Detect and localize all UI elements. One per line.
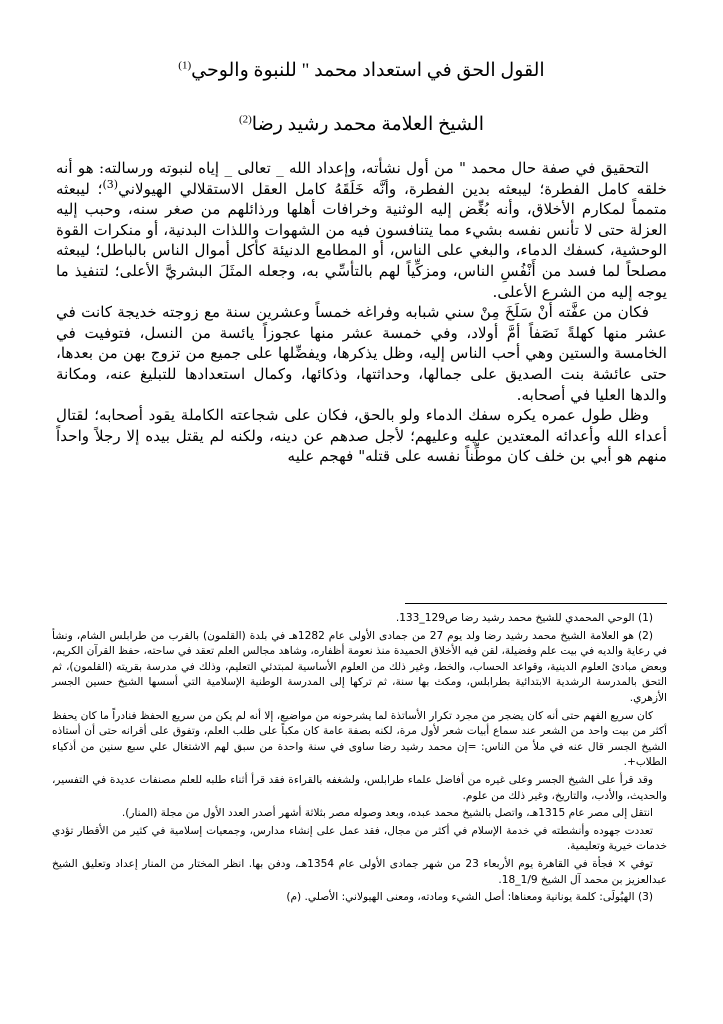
footnote-separator bbox=[405, 603, 667, 604]
body-text bbox=[56, 158, 667, 467]
paragraph-1-part-b: ؛ ليبعثه متمماً لمكارم الأخلاق، وأنه بُغِّض إليه الوثنية وخرافات أهلها ورذائلهم من صغر سنه، وحبب إليه العزلة حتى لا تأنس نفسه بشيء مما يتنافسون فيه من الشهوات واللذات البدنية، أو منكرات القوة الوحشية، كسفك الدماء، والبغي على الناس، أو المطامع الدنيئة كأكل أموال الناس بالباطل؛ ليبعثه مصلحاً لما فسد من أَنْفُسِ الناس، ومزكِّياً لهم بالتأسِّي به، وجعله المثَلَ البشريَّ الأعلى؛ لتنفيذ ما يوجه إليه من الشرع الأعلى. bbox=[56, 179, 667, 301]
footnote-2: (2) هو العلامة الشيخ محمد رشيد رضا ولد يوم 27 من جمادى الأولى عام 1282هـ في بلدة (القلمون) بالقرب من طرابلس الشام، ونشأ في رعاية والديه في بيت علم وفضيلة، لقن فيه الأخلاق الحميدة منذ نعومة أظفاره، وشاهد مجالس العلم تعقد في ساحته، حفظ القرآن الكريم، وبعض مبادئ العلوم الدينية، وقواعد الحساب، والخط، وغير ذلك من العلوم الأساسية لمبتدئي التعليم، وذلك في مدرسة بقريته (القلمون)، ثم التحق بالمدرسة الرشدية الابتدائية بطرابلس، ومكث بها سنة، ثم تركها إلى المدرسة الوطنية الإسلامية التي أسسها الشيخ حسين الجسر الأزهري. bbox=[52, 629, 667, 704]
footnote-3: (3) الهيُولَى: كلمة يونانية ومعناها: أصل الشيء ومادته، ومعنى الهيولاني: الأصلي. (م) bbox=[286, 891, 653, 904]
paragraph-1-part-a: التحقيق في صفة حال محمد " من أول نشأته، وإعداد الله _ تعالى _ إياه لنبوته ورسالته: هو أنه خلقه كامل الفطرة؛ ليبعثه بدين الفطرة، وأنَّه خَلَقَهُ كامل العقل الاستقلالي الهيولاني bbox=[56, 159, 667, 198]
footnotes bbox=[52, 611, 667, 908]
footnote-2-cont: وقد قرأ على الشيخ الجسر وعلى غيره من أفاضل علماء طرابلس، ولشغفه بالقراءة فقد قرأ أثناء طلبه للعلم مصنفات عديدة في التفسير، والحديث، والأدب، والتاريخ، وغير ذلك من علوم. bbox=[52, 773, 667, 802]
page-title bbox=[60, 58, 663, 84]
footnote-2-cont: تعددت جهوده وأنشطته في خدمة الإسلام في أكثر من مجال، فقد عمل على إنشاء مدارس، وجمعيات إسلامية في كثير من الأقطار تؤدي خدمات خيرية وتعليمية. bbox=[52, 824, 667, 853]
author-footnote-ref: (2) bbox=[238, 113, 252, 126]
paragraph-3: وظل طول عمره يكره سفك الدماء ولو بالحق، فكان على شجاعته الكاملة يقود أصحابه؛ لقتال أعداء الله وأعدائه المعتدين عليه وعليهم؛ لأجل صدهم عن دينه، ولكنه لم يقتل بيده إلا رجلاً واحداً منهم هو أبي بن خلف كان موطِّناً نفسه على قتله" فهجم عليه bbox=[56, 406, 667, 466]
footnote-ref-3: (3) bbox=[102, 177, 119, 191]
footnote-2-cont: توفي × فجأة في القاهرة يوم الأربعاء 23 من شهر جمادى الأولى عام 1354هـ، ودفن بها. انظر المختار من المنار إعداد وتعليق الشيخ عبدالعزيز بن محمد آل الشيخ 1/9_18. bbox=[52, 857, 667, 886]
title-footnote-ref: (1) bbox=[178, 59, 192, 72]
footnote-2-cont: انتقل إلى مصر عام 1315هـ، واتصل بالشيخ محمد عبده، وبعد وصوله مصر بثلاثة أشهر أصدر العدد الأول من مجلة (المنار). bbox=[121, 807, 653, 820]
paragraph-1 bbox=[56, 158, 667, 302]
author-name: الشيخ العلامة محمد رشيد رضا bbox=[251, 114, 485, 135]
footnote-1: (1) الوحي المحمدي للشيخ محمد رشيد رضا ص129_133. bbox=[395, 612, 653, 624]
paragraph-2: فكان من عفَّته أنْ سَلَخَ مِنْ سني شبابه وفراغه خمساً وعشرين سنة مع زوجته خديجة كانت في عشر منها كهلةً نَصَفاً أمَّ أولاد، وفي خمسة عشر منها عجوزاً يائسة من النسل، فتوفيت في الخامسة والستين وهي أحب الناس إليه، وظل يذكرها، ويفضِّلها على جميع من تزوج بهن من بعدها، حتى عائشة بنت الصديق على جمالها، وحداثتها، وذكائها، وكمال استعدادها للتبليغ عنه، ومكانة والدها العليا في أصحابه. bbox=[56, 303, 667, 404]
author-line bbox=[60, 112, 663, 138]
footnote-2-cont: كان سريع الفهم حتى أنه كان يضجر من مجرد تكرار الأساتذة لما يشرحونه من مواضيع، إلا أنه لم يكن من سريع الحفظ فنادراً ما كان يحفظ أكثر من بيت واحد من الشعر عند سماع أبيات شعر لأول مرة، لكنه بصفة عامة كان مكباً على طلب العلم، وتفوق على أقرانه حتى أن أستاذه الشيخ الجسر قال عنه في ملأ من الناس: =إن محمد رشيد رضا ساوى في سنة واحدة من سبق لهم الاشتغال علي سبع سنين من أذكياء الطلاب+. bbox=[52, 709, 667, 769]
title-text: القول الحق في استعداد محمد " للنبوة والوحي bbox=[191, 60, 545, 81]
